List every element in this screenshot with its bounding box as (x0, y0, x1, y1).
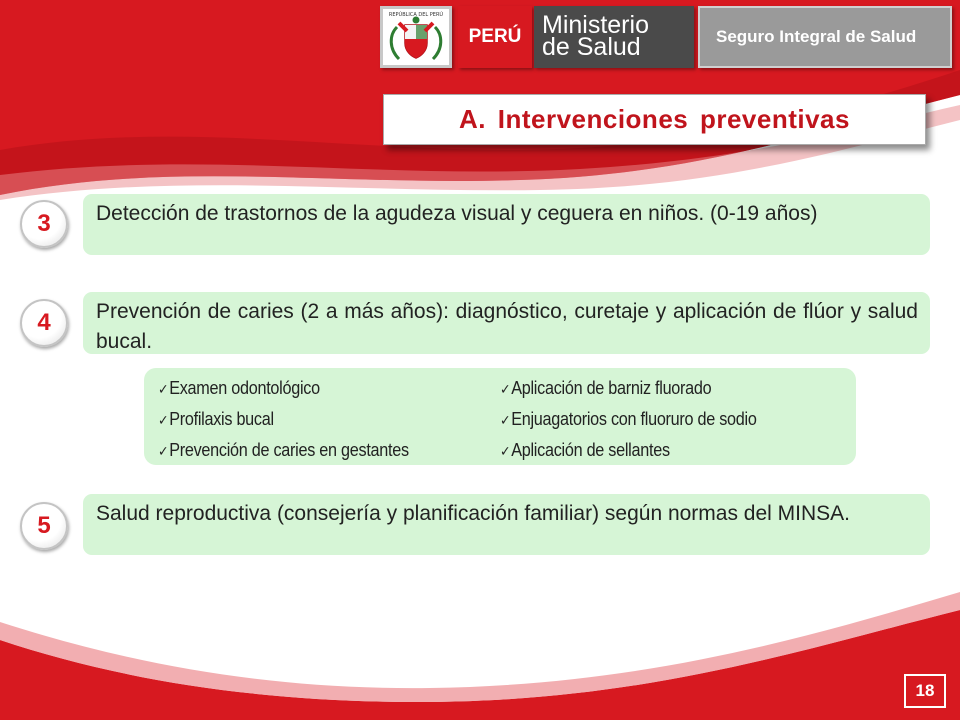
page-number: 18 (915, 681, 935, 700)
checklist-item-text: Aplicación de sellantes (511, 440, 670, 460)
item-number: 3 (37, 210, 51, 237)
peru-label: PERÚ (468, 26, 522, 47)
peru-logo (458, 6, 532, 68)
ministerio-line-1: Ministerio (542, 11, 649, 39)
checklist-right-column (500, 374, 785, 467)
item-number-badge (20, 200, 68, 248)
checkmark-icon: ✓ (500, 413, 511, 429)
checkmark-icon: ✓ (500, 444, 511, 460)
checklist-item (500, 374, 757, 405)
item-number-badge (20, 299, 68, 347)
ministerio-line-2: de Salud (542, 33, 641, 61)
sis-label: Seguro Integral de Salud (716, 27, 917, 46)
checklist-left-column (158, 374, 437, 467)
item-box (83, 292, 930, 354)
checklist-item-text: Prevención de caries en gestantes (169, 440, 409, 460)
item-text: Prevención de caries (2 a más años): diagnóstico, curetaje y aplicación de flúor y salud bucal. (96, 300, 918, 353)
item-number: 4 (37, 309, 51, 336)
checklist-item (158, 405, 409, 436)
checklist-item-text: Examen odontológico (169, 378, 320, 398)
checklist-item (158, 436, 409, 467)
slide-title-box (383, 94, 926, 145)
checklist-item (500, 436, 757, 467)
checklist-item-text: Profilaxis bucal (169, 409, 274, 429)
checklist-item-text: Aplicación de barniz fluorado (511, 378, 712, 398)
item-text: Salud reproductiva (consejería y planificación familiar) según normas del MINSA. (96, 502, 851, 525)
item-number-badge (20, 502, 68, 550)
item-box (83, 494, 930, 555)
page-number-badge (904, 674, 946, 708)
checkmark-icon: ✓ (158, 413, 169, 429)
item-text: Detección de trastornos de la agudeza visual y ceguera en niños. (0-19 años) (96, 202, 818, 225)
item-box (83, 194, 930, 255)
item-number: 5 (37, 512, 51, 539)
seguro-integral-de-salud-logo (698, 6, 952, 68)
peru-coat-of-arms-logo (380, 6, 452, 68)
checklist-item-text: Enjuagatorios con fluoruro de sodio (511, 409, 757, 429)
checkmark-icon: ✓ (158, 444, 169, 460)
slide-title: A. Intervenciones preventivas (459, 104, 850, 134)
ministerio-de-salud-logo (534, 6, 694, 68)
checkmark-icon: ✓ (158, 382, 169, 398)
checklist-item (500, 405, 757, 436)
dental-interventions-checklist (144, 368, 856, 465)
checklist-item (158, 374, 409, 405)
checkmark-icon: ✓ (500, 382, 511, 398)
seal-text: REPÚBLICA DEL PERÚ (388, 12, 444, 18)
